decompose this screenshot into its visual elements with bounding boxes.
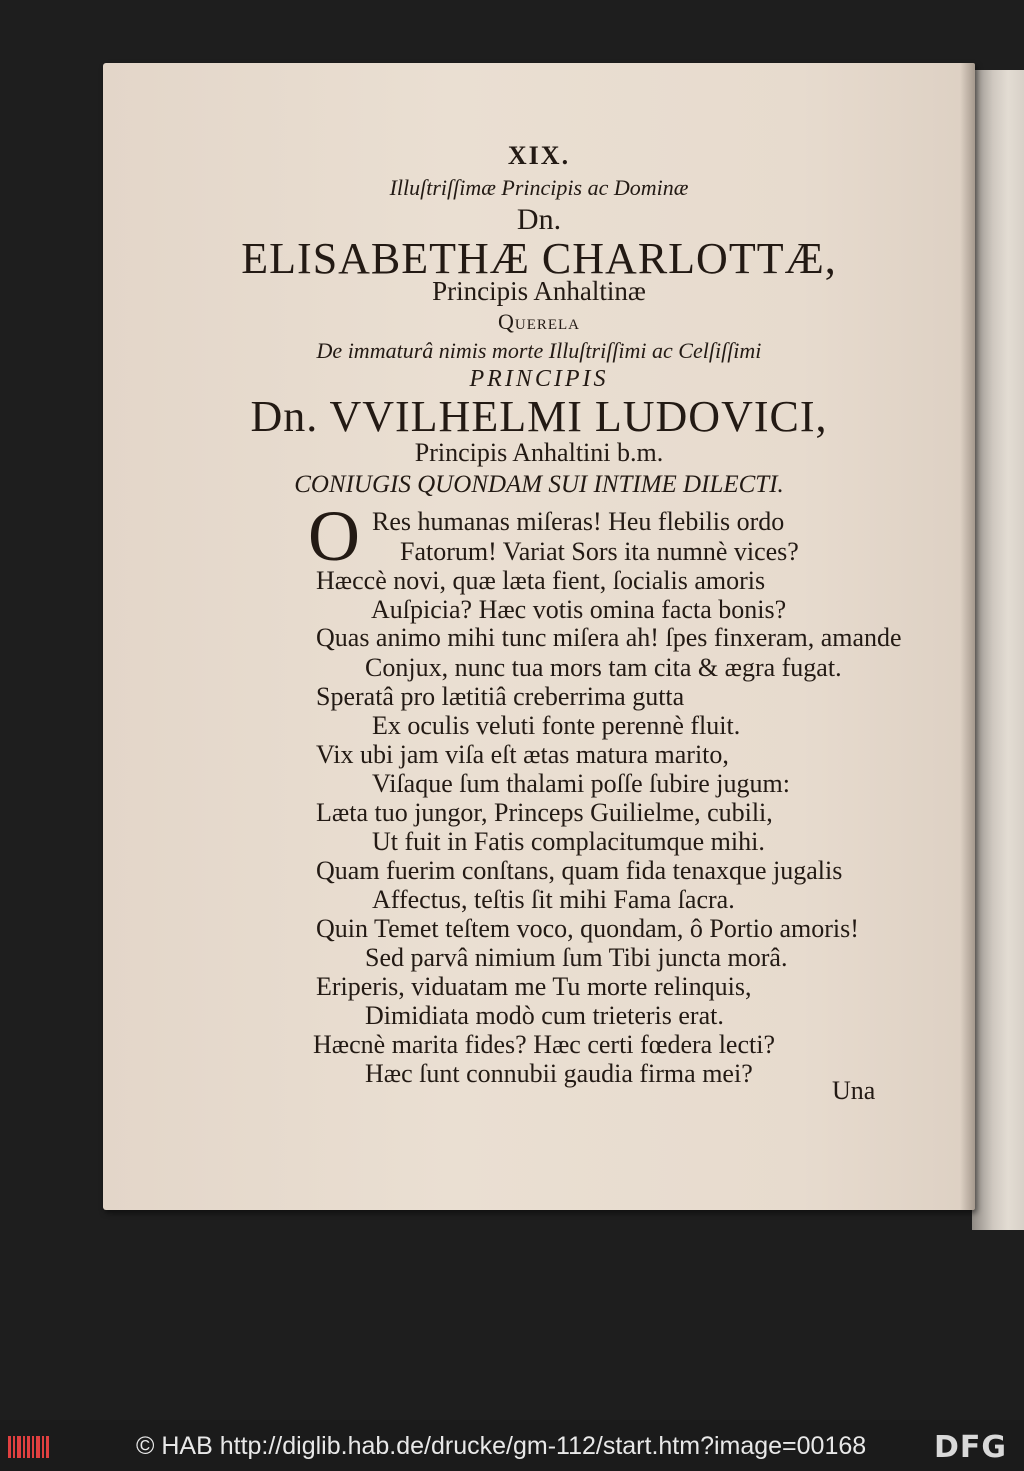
verse-line: Eriperis, viduatam me Tu morte relinquis,: [316, 972, 752, 1001]
source-link[interactable]: © HAB http://diglib.hab.de/drucke/gm-112/start.htm?image=00168: [136, 1432, 867, 1460]
verse-line: Res humanas miſeras! Heu flebilis ordo: [372, 507, 785, 536]
book-page: [103, 63, 975, 1210]
heading-line: De immaturâ nimis morte Illuſtriſſimi ac Celſiſſimi: [316, 338, 762, 363]
verse-line: Dimidiata modò cum trieteris erat.: [365, 1001, 724, 1030]
verse-line: Quam fuerim conſtans, quam fida tenaxque jugalis: [316, 856, 843, 885]
adjacent-page-edge: [972, 70, 1024, 1230]
heading-name: ELISABETHÆ CHARLOTTÆ,: [241, 234, 837, 283]
verse-line: Læta tuo jungor, Princeps Guilielme, cubili,: [316, 798, 773, 827]
verse-line: Sed parvâ nimium ſum Tibi juncta morâ.: [365, 943, 788, 972]
heading-name: Dn. VVILHELMI LUDOVICI,: [250, 392, 828, 441]
verse-line: Hæcnè marita fides? Hæc certi fœdera lecti?: [313, 1030, 775, 1059]
verse-line: Conjux, nunc tua mors tam cita & ægra fugat.: [365, 653, 842, 682]
verse-line: Vix ubi jam viſa eſt ætas matura marito,: [316, 740, 729, 769]
verse-line: Speratâ pro lætitiâ creberrima gutta: [316, 682, 685, 711]
heading-line: CONIUGIS QUONDAM SUI INTIME DILECTI.: [294, 471, 784, 498]
verse-line: Viſaque ſum thalami poſſe ſubire jugum:: [372, 769, 790, 798]
catchword: Una: [832, 1076, 876, 1105]
verse-line: Quas animo mihi tunc miſera ah! ſpes finxeram, amande: [316, 623, 902, 652]
page-gutter-shadow: [960, 63, 975, 1210]
dfg-logo: DFG: [934, 1430, 1008, 1465]
heading-line: Dn.: [516, 203, 562, 236]
verse-line: Hæc ſunt connubii gaudia firma mei?: [365, 1059, 753, 1088]
verse-line: Auſpicia? Hæc votis omina facta bonis?: [371, 595, 787, 624]
heading-line: PRINCIPIS: [469, 366, 609, 392]
verse-line: Fatorum! Variat Sors ita numnè vices?: [400, 537, 799, 566]
heading-line: Principis Anhaltinæ: [432, 276, 646, 306]
verse-line: Ut fuit in Fatis complacitumque mihi.: [372, 827, 765, 856]
verse-line: Affectus, teſtis ſit mihi Fama ſacra.: [372, 885, 735, 914]
heading-line: Principis Anhaltini b.m.: [414, 438, 664, 467]
drop-capital: O: [308, 496, 360, 576]
verse-line: Hæccè novi, quæ læta fient, ſocialis amoris: [316, 566, 766, 595]
verse-line: Ex oculis veluti fonte perennè fluit.: [372, 711, 741, 740]
barcode-icon: [6, 1434, 52, 1460]
page-number: XIX.: [507, 141, 571, 170]
heading-line: Illuſtriſſimæ Principis ac Dominæ: [389, 175, 689, 200]
heading-line: Querela: [497, 309, 581, 334]
footer-bar: [0, 1420, 1024, 1471]
verse-line: Quin Temet teſtem voco, quondam, ô Portio amoris!: [316, 914, 859, 943]
